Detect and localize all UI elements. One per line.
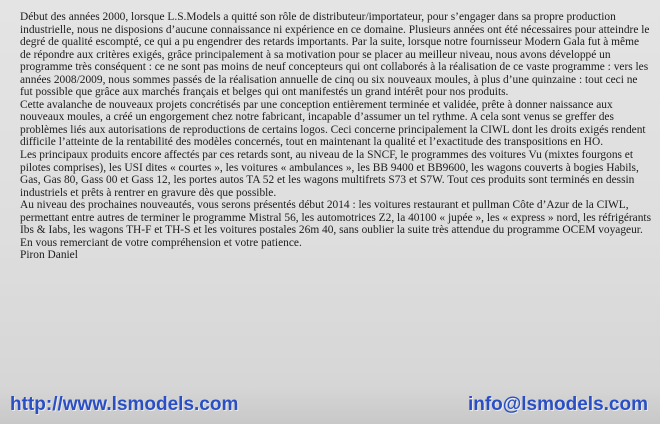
email-link[interactable]: info@lsmodels.com bbox=[467, 394, 648, 415]
paragraph-upcoming-releases: Au niveau des prochaines nouveautés, vous serons présentés début 2014 : les voitures restaurant et pullman Côte d’Azur de la CIWL, permettant entre autres de terminer le programme Mistral 56, les automotrices Z2, la 40100 « jupée », les « express » nord, les réfrigérants Ibs & Iabs, les wagons TH-F et TH-S et les voitures postales 26m 40, sans oublier la suite très attendue du programme OCEM voyageur. bbox=[20, 199, 652, 237]
paragraph-thanks: En vous remerciant de votre compréhension et votre patience. bbox=[20, 236, 302, 249]
website-link[interactable]: http://www.lsmodels.com bbox=[10, 394, 239, 415]
signature: Piron Daniel bbox=[20, 249, 78, 262]
letter-body bbox=[20, 11, 652, 262]
paragraph-production-delays: Cette avalanche de nouveaux projets concrétisés par une conception entièrement terminée et validée, prête à donner naissance aux nouveaux moules, a créé un engorgement chez notre fabricant, incapable d’assumer un tel rythme. A cela sont venus se greffer des problèmes liés aux autorisations de reproductions de certains logos. Ceci concerne principalement la CIWL dont les droits exigés rendent difficile l’atteinte de la rentabilité des modèles concernés, tout en maintenant la qualité et l’exactitude des transpositions en HO. bbox=[20, 98, 646, 149]
paragraph-affected-products: Les principaux produits encore affectés par ces retards sont, au niveau de la SNCF, le programmes des voitures Vu (mixtes fourgons et pilotes comprises), les USI dites « courtes », les voitures « ambulances », les BB 9400 et BB9600, les wagons couverts à bogies Habils, Gas, Gas 80, Gass 00 et Gass 12, les portes autos TA 52 et les wagons multifrets S73 et S7W. Tout ces produits sont terminés en dessin industriels et prêts à rentrer en gravure dès que possible. bbox=[20, 149, 639, 199]
footer-bar bbox=[0, 386, 660, 424]
paragraph-history: Début des années 2000, lorsque L.S.Models a quitté son rôle de distributeur/importateur, pour s’engager dans sa propre production industrielle, nous ne disposions d’aucune connaissance ni expérience en ce domaine. Plusieurs années ont été nécessaires pour atteindre le degré de qualité escompté, ce qui a pu engendrer des retards importants. Par la suite, lorsque notre fournisseur Modern Gala fut à même de répondre aux critères exigés, grâce principalement à sa motivation pour se placer au meilleur niveau, nous avons développé un programme très conséquent : ce ne sont pas moins de neuf concepteurs qui ont collaborés à la réalisation de ce vaste programme : vers les années 2008/2009, nous sommes passés de la réalisation annuelle de cinq ou six nouveaux moules, à plus d’une quinzaine : tout ceci ne fut possible que grâce aux marchés français et belges qui ont manifestés un grand intérêt pour nos produits. bbox=[20, 11, 650, 99]
